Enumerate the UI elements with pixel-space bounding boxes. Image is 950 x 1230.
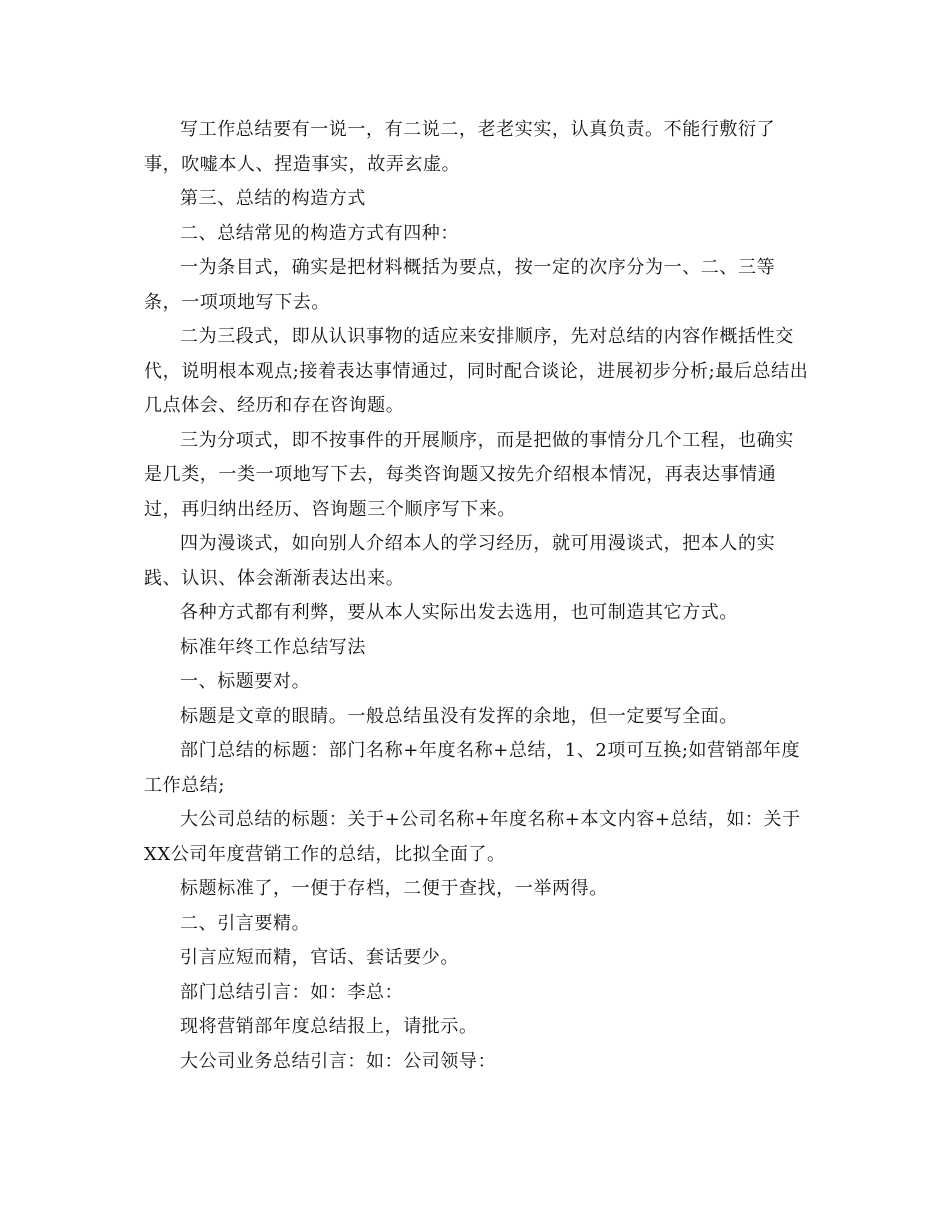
paragraph: 二、引言要精。 bbox=[180, 912, 311, 934]
paragraph: 大公司业务总结引言：如：公司领导： bbox=[180, 1050, 497, 1072]
document-body bbox=[144, 113, 810, 1079]
paragraph: 二为三段式，即从认识事物的适应来安排顺序，先对总结的内容作概括性交代，说明根本观点;接着表达事情通过，同时配合谈论，进展初步分析;最后总结出几点体会、经历和存在咨询题。 bbox=[144, 326, 809, 416]
paragraph: 标题是文章的眼睛。一般总结虽没有发挥的余地，但一定要写全面。 bbox=[180, 705, 738, 727]
paragraph: 二、总结常见的构造方式有四种： bbox=[180, 222, 459, 244]
paragraph: 第三、总结的构造方式 bbox=[180, 188, 366, 209]
paragraph: 三为分项式，即不按事件的开展顺序，而是把做的事情分几个工程，也确实是几类，一类一项地写下去，每类咨询题又按先介绍根本情况，再表达事情通过，再归纳出经历、咨询题三个顺序写下来。 bbox=[144, 429, 794, 520]
paragraph: 一、标题要对。 bbox=[180, 671, 311, 692]
paragraph: 各种方式都有利弊，要从本人实际出发去选用，也可制造其它方式。 bbox=[180, 602, 738, 623]
paragraph: 部门总结引言：如：李总： bbox=[180, 981, 404, 1003]
paragraph: 部门总结的标题：部门名称+年度名称+总结，1、2项可互换;如营销部年度工作总结; bbox=[144, 740, 801, 796]
paragraph: 一为条目式，确实是把材料概括为要点，按一定的次序分为一、二、三等条，一项项地写下去。 bbox=[144, 257, 776, 313]
paragraph: 大公司总结的标题：关于+公司名称+年度名称+本文内容+总结，如：关于XX公司年度营销工作的总结，比拟全面了。 bbox=[144, 809, 801, 865]
paragraph: 写工作总结要有一说一，有二说二，老老实实，认真负责。不能行敷衍了事，吹嘘本人、捏造事实，故弄玄虚。 bbox=[144, 119, 776, 175]
section-heading: 标准年终工作总结写法 bbox=[180, 636, 366, 658]
paragraph: 标题标准了，一便于存档，二便于查找，一举两得。 bbox=[180, 878, 608, 899]
paragraph: 现将营销部年度总结报上，请批示。 bbox=[180, 1016, 478, 1037]
paragraph: 四为漫谈式，如向别人介绍本人的学习经历，就可用漫谈式，把本人的实践、认识、体会渐渐表达出来。 bbox=[144, 533, 776, 589]
paragraph: 引言应短而精，官话、套话要少。 bbox=[180, 947, 459, 968]
